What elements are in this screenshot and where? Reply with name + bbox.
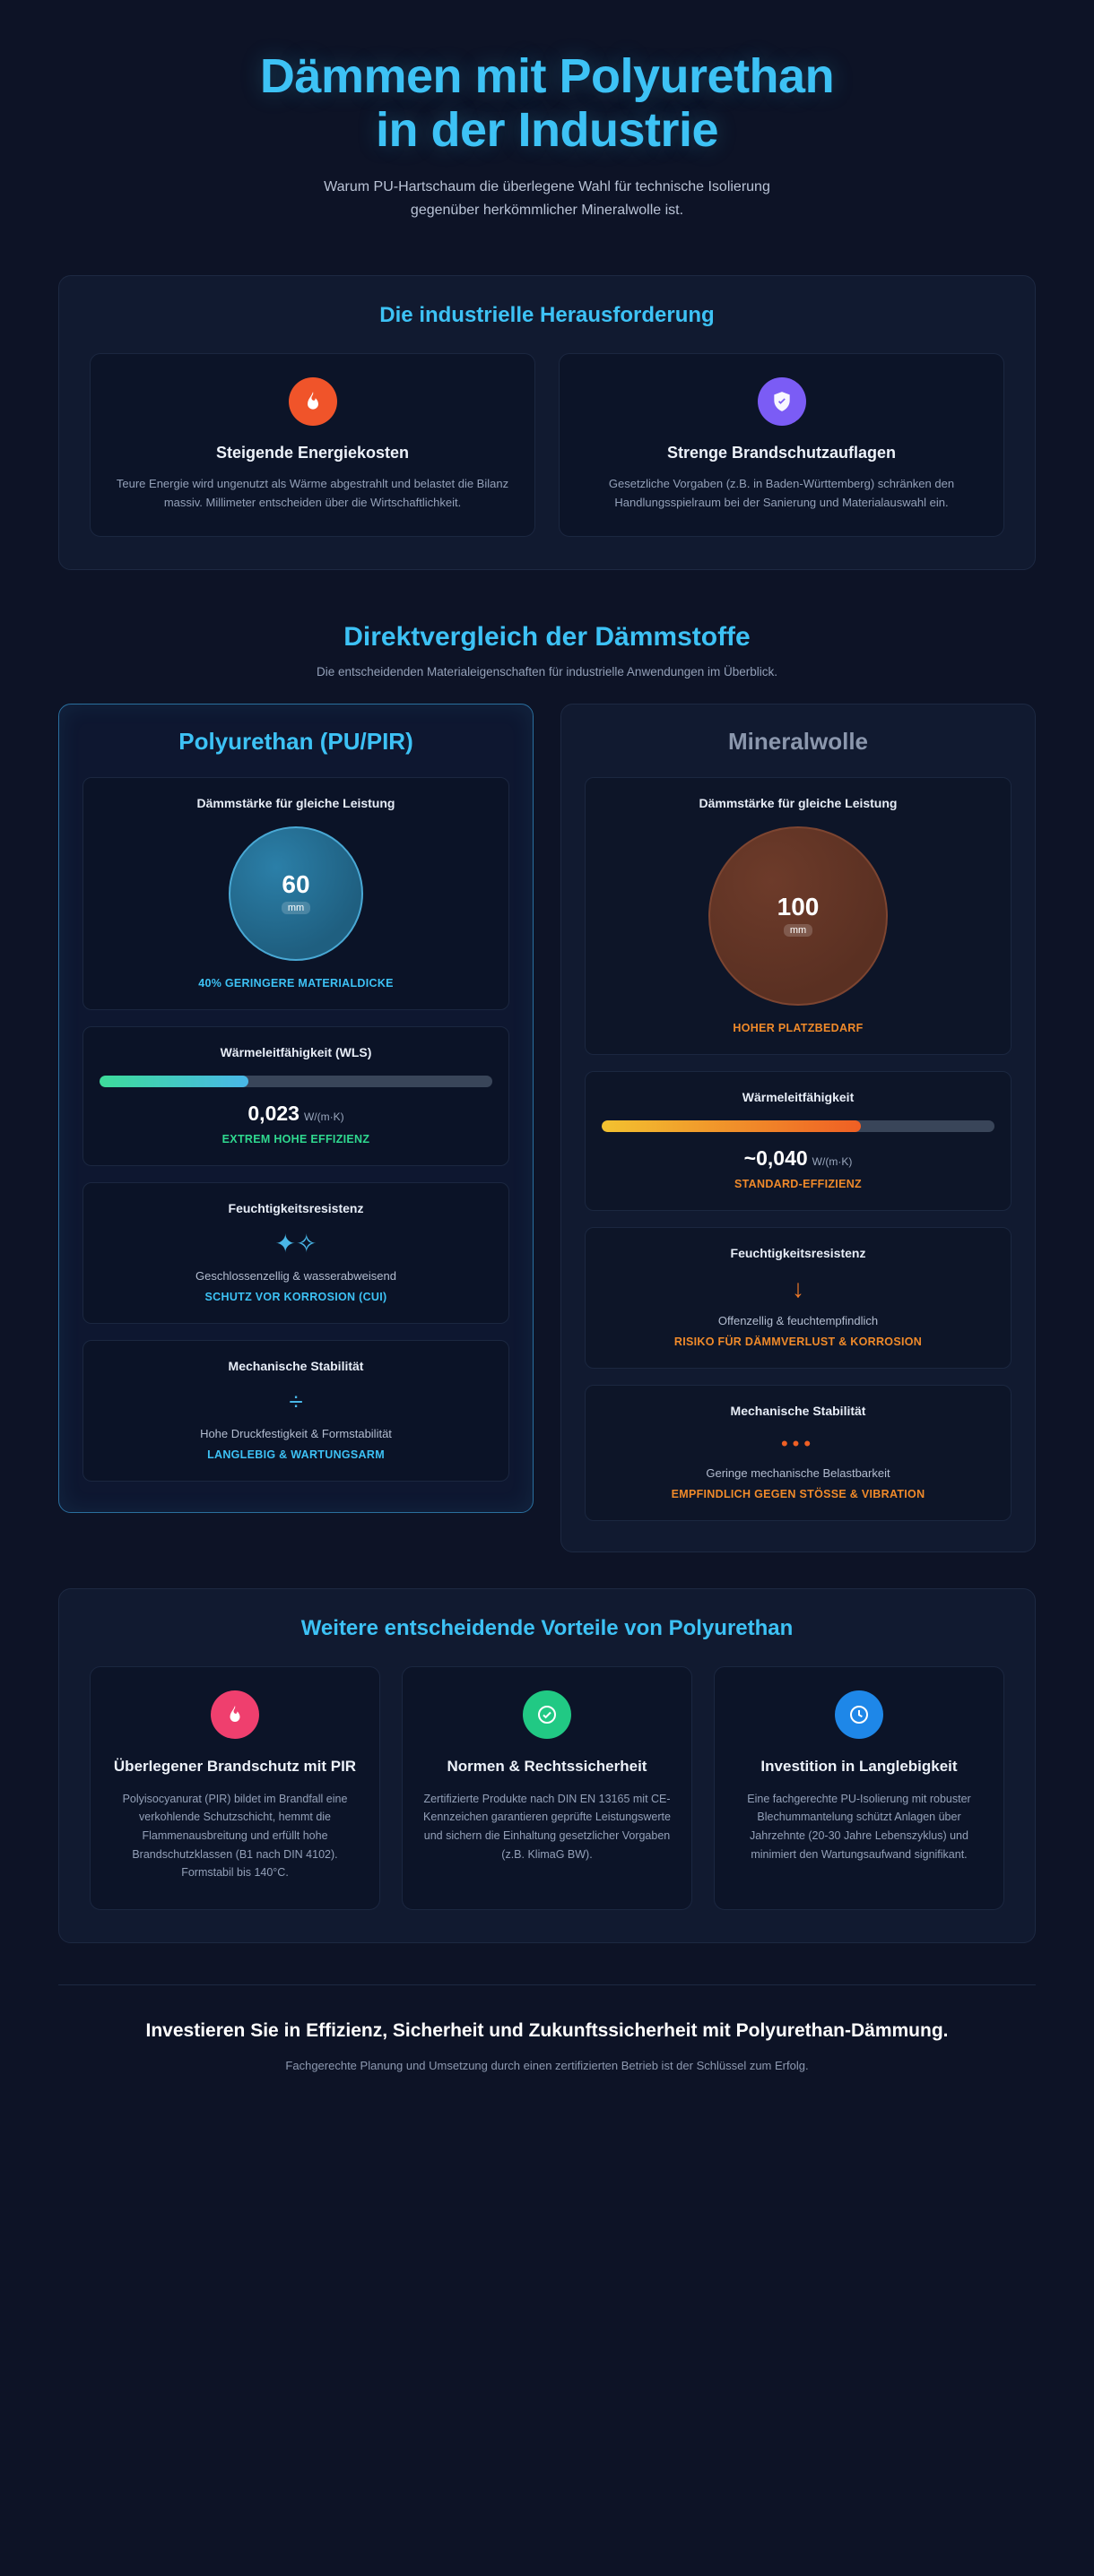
pu-conductivity-metric (82, 1026, 509, 1166)
advantage-card-norms-title: Normen & Rechtssicherheit (447, 1757, 647, 1775)
column-polyurethan-title: Polyurethan (PU/PIR) (178, 727, 413, 755)
pu-conductivity-value: 0,023 (247, 1101, 300, 1125)
footer-note: Fachgerechte Planung und Umsetzung durch einen zertifizierten Betrieb ist der Schlüssel zum Erfolg. (285, 2059, 809, 2073)
pu-moisture-tag: SCHUTZ VOR KORROSION (CUI) (204, 1290, 387, 1303)
mw-thickness-disc (708, 826, 888, 1006)
challenge-card-energy-text: Teure Energie wird ungenutzt als Wärme abgestrahlt und belastet die Bilanz massiv. Millimeter entscheiden über die Wirtschaftlichkeit. (116, 477, 509, 509)
shield-check-icon (758, 377, 806, 426)
pu-thickness-disc (229, 826, 363, 961)
pu-stability-tag: LANGLEBIG & WARTUNGSARM (207, 1448, 385, 1461)
pu-stability-label: Mechanische Stabilität (228, 1358, 364, 1373)
mw-thickness-metric (585, 777, 1012, 1055)
fire-shield-icon (211, 1690, 259, 1739)
check-circle-icon (523, 1690, 571, 1739)
pu-moisture-label: Feuchtigkeitsresistenz (228, 1200, 364, 1215)
mw-moisture-metric (585, 1227, 1012, 1369)
challenge-card-energy-title: Steigende Energiekosten (215, 444, 410, 462)
mw-stability-metric (585, 1385, 1012, 1521)
clock-icon (835, 1690, 883, 1739)
advantage-card-norms-text: Zertifizierte Produkte nach DIN EN 13165 mit CE-Kennzeichen garantieren geprüfte Leistungswerte und sichern die Einhaltung gesetzlicher Vorgaben (z.B. KlimaG BW). (423, 1792, 671, 1861)
comparison-heading: Direktvergleich der Dämmstoffe (343, 621, 751, 652)
mw-thickness-tag: HOHER PLATZBEDARF (733, 1021, 864, 1034)
mw-stability-tag: EMPFINDLICH GEGEN STÖSSE & VIBRATION (671, 1487, 925, 1500)
pu-thickness-metric (82, 777, 509, 1010)
column-mineralwolle-title: Mineralwolle (727, 727, 869, 755)
challenge-card-energy (90, 353, 535, 537)
pu-conductivity-tag: EXTREM HOHE EFFIZIENZ (221, 1132, 370, 1145)
mw-moisture-desc: Offenzellig & feuchtempfindlich (717, 1313, 879, 1327)
pu-thickness-value: 60 (282, 870, 310, 899)
pu-thickness-label: Dämmstärke für gleiche Leistung (196, 795, 395, 810)
column-polyurethan (58, 704, 534, 1513)
pu-conductivity-value-row (100, 1102, 492, 1126)
pu-moisture-metric (82, 1182, 509, 1324)
pu-stability-desc: Hohe Druckfestigkeit & Formstabilität (200, 1426, 392, 1440)
mw-moisture-label: Feuchtigkeitsresistenz (730, 1245, 866, 1260)
mw-thickness-label: Dämmstärke für gleiche Leistung (699, 795, 898, 810)
mw-moisture-tag: RISIKO FÜR DÄMMVERLUST & KORROSION (673, 1335, 923, 1348)
comparison-subheading: Die entscheidenden Materialeigenschaften für industrielle Anwendungen im Überblick. (316, 664, 778, 679)
page-title-line2: in der Industrie (375, 103, 719, 158)
page-subtitle (143, 176, 951, 221)
advantage-card-longevity (714, 1666, 1004, 1910)
footer-section (58, 1984, 1036, 2072)
advantage-card-fire-text: Polyisocyanurat (PIR) bildet im Brandfall eine verkohlende Schutzschicht, hemmt die Flammenausbreitung und erfüllt hohe Brandschutzklassen (B1 nach DIN 4102). Formstabil bis 140°C. (122, 1792, 348, 1880)
advantage-card-fire (90, 1666, 380, 1910)
page-subtitle-line2: gegenüber herkömmlicher Mineralwolle ist. (410, 202, 684, 218)
page-title (58, 49, 1036, 158)
divide-icon: ÷ (289, 1387, 303, 1415)
advantages-title: Weitere entscheidende Vorteile von Polyurethan (300, 1615, 794, 1640)
mw-stability-desc: Geringe mechanische Belastbarkeit (706, 1465, 890, 1480)
arrow-down-icon: ↓ (792, 1274, 804, 1302)
advantage-card-fire-title: Überlegener Brandschutz mit PIR (113, 1757, 357, 1775)
mw-conductivity-unit: W/(m·K) (812, 1154, 853, 1168)
mw-conductivity-bar (602, 1120, 994, 1132)
pu-moisture-desc: Geschlossenzellig & wasserabweisend (195, 1268, 396, 1283)
pu-conductivity-unit: W/(m·K) (303, 1110, 344, 1123)
pu-conductivity-bar (100, 1076, 492, 1087)
mw-conductivity-metric (585, 1071, 1012, 1211)
mw-thickness-value: 100 (777, 893, 820, 921)
three-dots-icon: ••• (780, 1431, 816, 1455)
sparkle-icon: ✦✧ (274, 1229, 317, 1258)
comparison-header (58, 622, 1036, 679)
mw-stability-label: Mechanische Stabilität (730, 1403, 866, 1418)
hero-section (58, 0, 1036, 248)
flame-icon (289, 377, 337, 426)
advantage-card-longevity-text: Eine fachgerechte PU-Isolierung mit robuster Blechummantelung schützt Anlagen über Jahrzehnte (20-30 Jahre Lebenszyklus) und minimiert den Wartungsaufwand signifikant. (747, 1792, 971, 1861)
challenge-card-fire (559, 353, 1004, 537)
column-mineralwolle (560, 704, 1036, 1552)
advantage-card-longevity-title: Investition in Langlebigkeit (760, 1757, 958, 1775)
challenge-card-fire-title: Strenge Brandschutzauflagen (666, 444, 897, 462)
mw-conductivity-value-row (602, 1146, 994, 1171)
pu-thickness-tag: 40% GERINGERE MATERIALDICKE (198, 976, 394, 990)
mw-conductivity-tag: STANDARD-EFFIZIENZ (734, 1177, 862, 1190)
page-subtitle-line1: Warum PU-Hartschaum die überlegene Wahl für technische Isolierung (324, 178, 770, 194)
challenge-card-fire-text: Gesetzliche Vorgaben (z.B. in Baden-Württemberg) schränken den Handlungsspielraum bei der Sanierung und Materialauswahl ein. (608, 477, 955, 509)
mw-conductivity-label: Wärmeleitfähigkeit (742, 1089, 855, 1104)
pu-conductivity-label: Wärmeleitfähigkeit (WLS) (220, 1044, 372, 1059)
advantage-card-norms (402, 1666, 692, 1910)
mw-thickness-unit: mm (784, 924, 812, 937)
page-title-line1: Dämmen mit Polyurethan (259, 49, 835, 103)
pu-thickness-unit: mm (282, 902, 310, 914)
mw-conductivity-value: ~0,040 (743, 1145, 808, 1170)
footer-headline: Investieren Sie in Effizienz, Sicherheit und Zukunftssicherheit mit Polyurethan-Dämmung. (145, 2019, 949, 2041)
pu-stability-metric (82, 1340, 509, 1482)
challenge-title: Die industrielle Herausforderung (379, 303, 715, 328)
challenge-panel (58, 275, 1036, 570)
comparison-columns (58, 704, 1036, 1552)
advantages-panel (58, 1588, 1036, 1943)
